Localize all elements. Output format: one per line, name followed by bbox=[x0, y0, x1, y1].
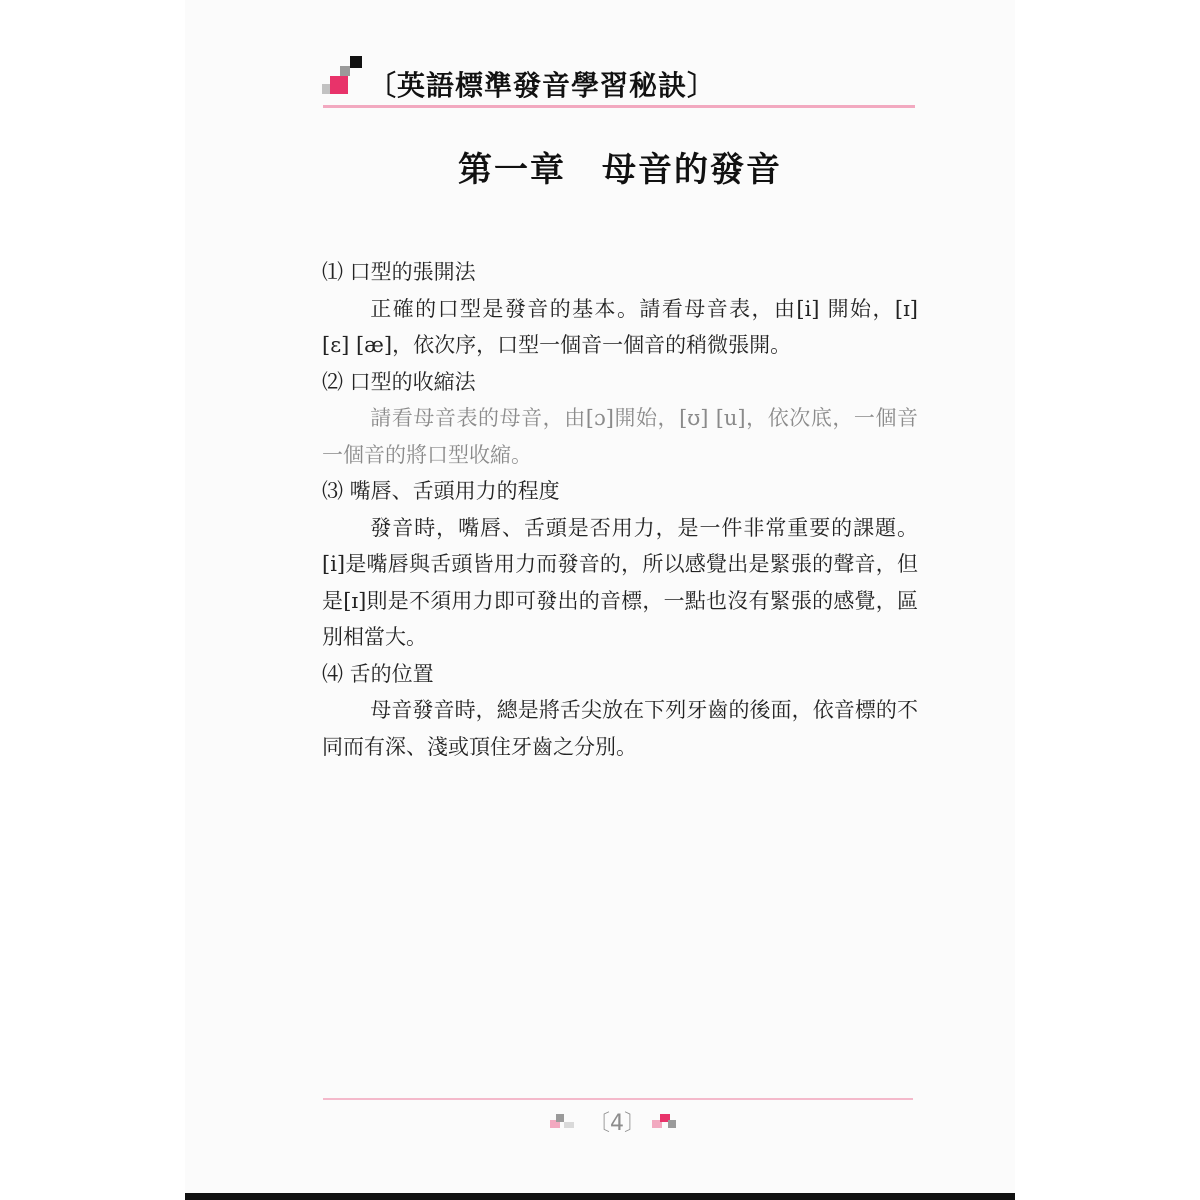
header-rule bbox=[323, 105, 915, 108]
header-deco-square-gray bbox=[340, 66, 350, 76]
chapter-body bbox=[322, 254, 918, 765]
page-bottom-edge bbox=[185, 1193, 1015, 1200]
chapter-title: 第一章 母音的發音 bbox=[458, 150, 782, 190]
section-body-2: 請看母音表的母音，由[ɔ]開始，[ʊ] [u]，依次底，一個音一個音的將口型收縮。 bbox=[322, 406, 918, 467]
header-deco-square-black bbox=[350, 56, 362, 68]
section-heading-2: ⑵ 口型的收縮法 bbox=[322, 369, 476, 394]
page-number: 〔4〕 bbox=[588, 1111, 646, 1136]
header-deco-square-pink bbox=[330, 76, 348, 94]
section-heading-1: ⑴ 口型的張開法 bbox=[322, 260, 476, 284]
footer-deco-left-icon bbox=[548, 1112, 578, 1130]
footer-deco-right-icon bbox=[650, 1112, 680, 1130]
section-body-3: 發音時，嘴唇、舌頭是否用力，是一件非常重要的課題。[i]是嘴唇與舌頭皆用力而發音的，所以感覺出是緊張的聲音，但是[ɪ]則是不須用力即可發出的音標，一點也沒有緊張的感覺，區別相當大。 bbox=[322, 515, 918, 649]
section-body-4: 母音發音時，總是將舌尖放在下列牙齒的後面，依音標的不同而有深、淺或頂住牙齒之分別。 bbox=[322, 698, 918, 759]
section-heading-3: ⑶ 嘴唇、舌頭用力的程度 bbox=[322, 479, 560, 503]
running-header-title: 〔英語標準發音學習秘訣〕 bbox=[368, 69, 717, 102]
section-heading-4: ⑷ 舌的位置 bbox=[322, 661, 434, 686]
footer-rule bbox=[323, 1098, 913, 1100]
section-body-1: 正確的口型是發音的基本。請看母音表，由[i] 開始，[ɪ] [ɛ] [æ]，依次序，口型一個音一個音的稍微張開。 bbox=[322, 296, 918, 357]
